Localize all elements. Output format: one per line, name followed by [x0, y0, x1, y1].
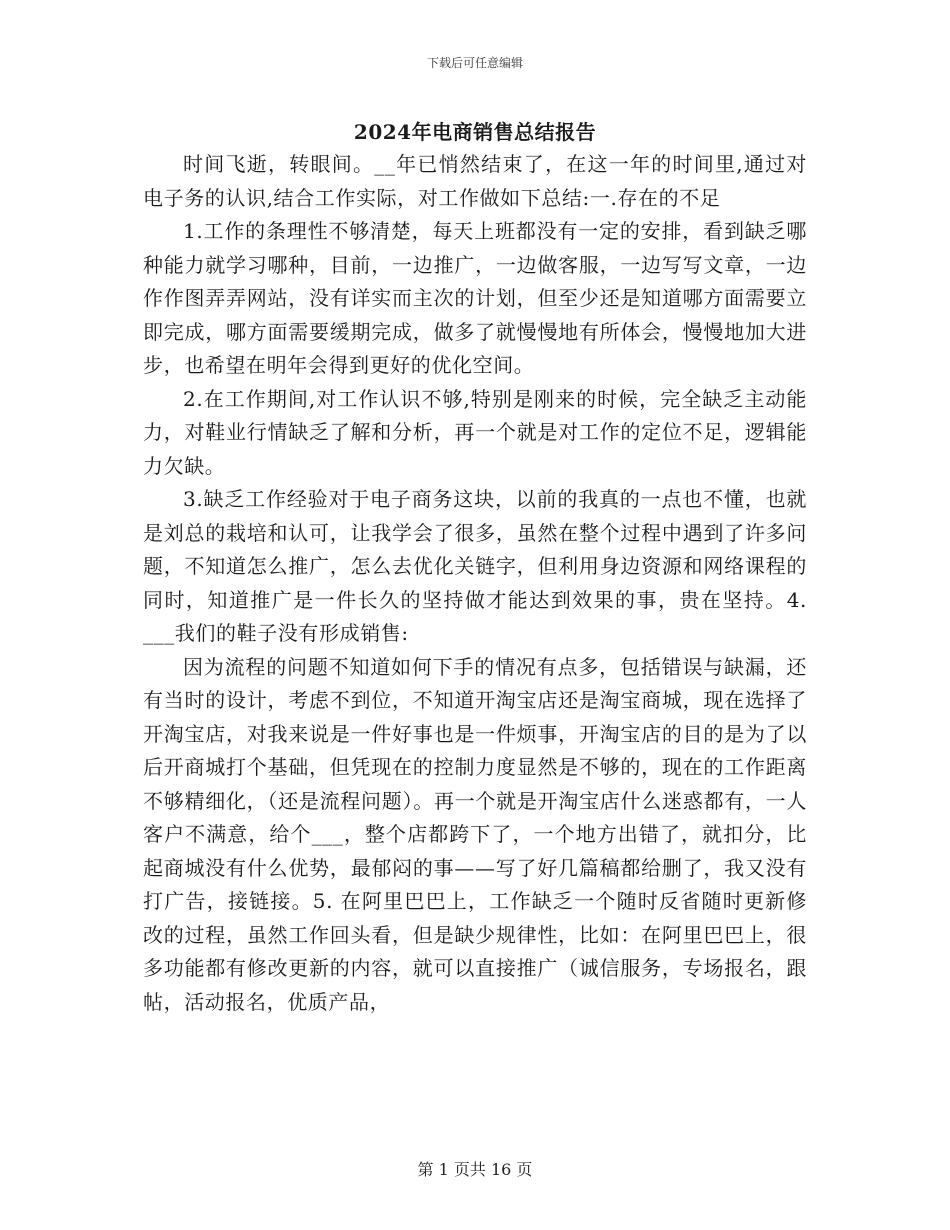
document-body: [143, 148, 807, 1019]
paragraph-point-4-5: 因为流程的问题不知道如何下手的情况有点多，包括错误与缺漏，还有当时的设计，考虑不到位，不知道开淘宝店还是淘宝商城，现在选择了开淘宝店，对我来说是一件好事也是一件烦事，开淘宝店的目的是为了以后开商城打个基础，但凭现在的控制力度显然是不够的，现在的工作距离不够精细化，（还是流程问题）。再一个就是开淘宝店什么迷惑都有，一人客户不满意，给个___，整个店都跨下了，一个地方出错了，就扣分，比起商城没有什么优势，最郁闷的事——写了好几篇稿都给删了，我又没有打广告，接链接。5. 在阿里巴巴上，工作缺乏一个随时反省随时更新修改的过程，虽然工作回头看，但是缺少规律性，比如：在阿里巴巴上，很多功能都有修改更新的内容，就可以直接推广（诚信服务，专场报名，跟帖，活动报名，优质产品，: [143, 654, 807, 1014]
page-number: 第 1 页共 16 页: [417, 1160, 533, 1179]
paragraph-intro: 时间飞逝，转眼间。__年已悄然结束了，在这一年的时间里,通过对电子务的认识,结合工作实际，对工作做如下总结:一.存在的不足: [143, 152, 807, 210]
document-title: 2024年电商销售总结报告: [353, 120, 597, 144]
page-header-note: 下载后可任意编辑: [426, 56, 523, 70]
paragraph-point-1: 1.工作的条理性不够清楚，每天上班都没有一定的安排，看到缺乏哪种能力就学习哪种，目前，一边推广，一边做客服，一边写写文章，一边作作图弄弄网站，没有详实而主次的计划，但至少还是知道哪方面需要立即完成，哪方面需要缓期完成，做多了就慢慢地有所体会，慢慢地加大进步，也希望在明年会得到更好的优化空间。: [143, 219, 807, 377]
paragraph-point-2: 2.在工作期间,对工作认识不够,特别是刚来的时候，完全缺乏主动能力，对鞋业行情缺乏了解和分析，再一个就是对工作的定位不足，逻辑能力欠缺。: [143, 386, 807, 478]
paragraph-point-3: 3.缺乏工作经验对于电子商务这块，以前的我真的一点也不懂，也就是刘总的栽培和认可，让我学会了很多，虽然在整个过程中遇到了许多问题，不知道怎么推广，怎么去优化关链字，但利用身边资源和网络课程的同时，知道推广是一件长久的坚持做才能达到效果的事，贵在坚持。4. ___我们的鞋子没有形成销售:: [143, 487, 807, 645]
